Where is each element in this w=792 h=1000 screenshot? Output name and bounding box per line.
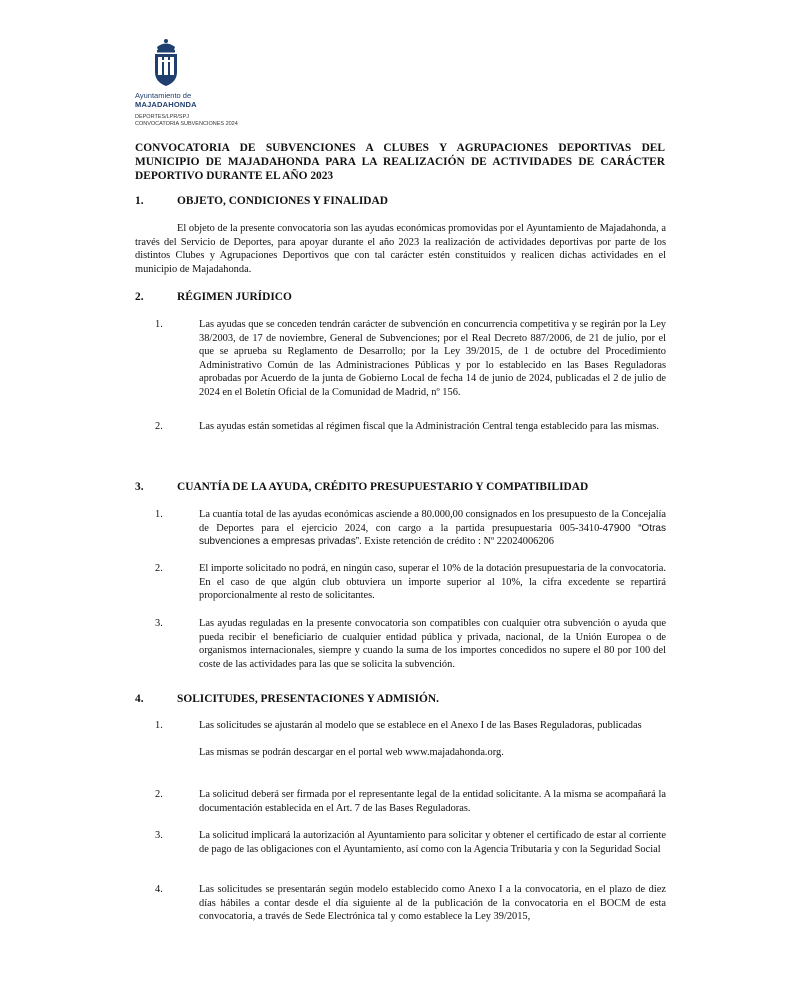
item-text: La solicitud implicará la autorización al Ayuntamiento para solicitar y obtener el certificado de estar al corriente de pago de las obligaciones con el Ayuntamiento, así como con la Agencia Tributaria y con la Seguridad Social (199, 830, 666, 855)
section-title: OBJETO, CONDICIONES Y FINALIDAD (177, 195, 388, 207)
item-number: 2. (155, 563, 163, 574)
item-text-part: La cuantía total de las ayudas económicas asciende a 80.000,00 consignados en los presupuesto de la Concejalía de Deportes para el ejercicio 2024, con cargo a la partida presupuestaria 005-3410- (199, 509, 666, 534)
list-item (155, 420, 666, 434)
section-title: CUANTÍA DE LA AYUDA, CRÉDITO PRESUPUESTARIO Y COMPATIBILIDAD (177, 481, 589, 493)
reference-line-1: DEPORTES/LPR/SPJ (135, 114, 189, 120)
section-number: 3. (135, 481, 144, 493)
item-text-extra: Las mismas se podrán descargar en el portal web www.majadahonda.org. (199, 746, 504, 758)
section-number: 1. (135, 195, 144, 207)
section-1-paragraph: El objeto de la presente convocatoria son las ayudas económicas promovidas por el Ayuntamiento de Majadahonda, a través del Servicio de Deportes, para apoyar durante el año 2023 la realización de actividades deportivas por parte de los distintos Clubes y Agrupaciones Deportivos que con tal carácter estén constituidos y realicen dichas actividades en el municipio de Majadahonda. (135, 223, 666, 275)
section-1-heading (135, 195, 388, 207)
item-number: 3. (155, 830, 163, 841)
logo-line-1: Ayuntamiento de (135, 91, 192, 100)
item-text: Las solicitudes se ajustarán al modelo que se establece en el Anexo I de las Bases Reguladoras, publicadas (199, 720, 642, 731)
list-item (155, 562, 666, 603)
logo-line-2: MAJADAHONDA (135, 99, 197, 109)
item-number: 1. (155, 720, 163, 731)
list-item (155, 719, 666, 759)
item-text-part: . Existe retención de crédito : Nº 22024006206 (359, 536, 554, 547)
coat-of-arms-icon (149, 38, 183, 88)
item-text: Las ayudas reguladas en la presente convocatoria son compatibles con cualquier otra subvención o ayuda que pueda recibir el beneficiario de cualquier entidad pública y privada, nacional, de la Unión Europea o de organismos internacionales, siempre y cuando la suma de los importes concedidos no supere el 80 por 100 del coste de las actividades para las que se solicita la subvención. (199, 618, 666, 670)
list-item (155, 788, 666, 815)
budget-line-name: 47900 “Otras subvenciones a empresas privadas” (199, 522, 666, 547)
section-number: 4. (135, 693, 144, 705)
item-text (199, 508, 666, 549)
item-number: 4. (155, 884, 163, 895)
list-item (155, 829, 666, 856)
item-number: 1. (155, 509, 163, 520)
item-text: El importe solicitado no podrá, en ningún caso, superar el 10% de la dotación presupuestaria de la convocatoria. En el caso de que algún club obtuviera un importe superior al 10%, la cifra excedente se repartirá proporcionalmente al resto de solicitantes. (199, 563, 666, 601)
item-number: 2. (155, 789, 163, 800)
list-item (155, 617, 666, 671)
list-item (155, 883, 666, 924)
section-3-heading (135, 481, 588, 493)
reference-block (135, 114, 238, 127)
list-item (155, 508, 666, 549)
section-title: RÉGIMEN JURÍDICO (177, 291, 292, 303)
reference-line-2: CONVOCATORIA SUBVENCIONES 2024 (135, 120, 238, 127)
item-number: 3. (155, 618, 163, 629)
section-4-heading (135, 693, 439, 705)
municipal-logo (135, 38, 205, 109)
item-number: 1. (155, 319, 163, 330)
section-number: 2. (135, 291, 144, 303)
item-text: La solicitud deberá ser firmada por el representante legal de la entidad solicitante. A la misma se acompañará la documentación establecida en el Art. 7 de las Bases Reguladoras. (199, 789, 666, 814)
document-title: CONVOCATORIA DE SUBVENCIONES A CLUBES Y AGRUPACIONES DEPORTIVAS DEL MUNICIPIO DE MAJADAHONDA PARA LA REALIZACIÓN DE ACTIVIDADES DE CARÁCTER DEPORTIVO DURANTE EL AÑO 2023 (135, 142, 665, 182)
list-item (155, 318, 666, 399)
item-text: Las solicitudes se presentarán según modelo establecido como Anexo I a la convocatoria, en el plazo de diez días hábiles a contar desde el día siguiente al de la publicación de la convocatoria en el BOCM de esta convocatoria, a través de Sede Electrónica tal y como establece la Ley 39/2015, (199, 884, 666, 922)
item-text: Las ayudas que se conceden tendrán carácter de subvención en concurrencia competitiva y se regirán por la Ley 38/2003, de 17 de noviembre, General de Subvenciones; por el Real Decreto 887/2006, de 21 de julio, por el que se aprueba su Reglamento de Desarrollo; por la Ley 39/2015, de 1 de octubre del Procedimiento Administrativo Común de las Administraciones Públicas y por lo establecido en las Bases Reguladoras aprobadas por Acuerdo de la junta de Gobierno Local de fecha 14 de junio de 2024, publicadas el 2 de julio de 2024 en el Boletín Oficial de la Comunidad de Madrid, nº 156. (199, 319, 666, 398)
item-text: Las ayudas están sometidas al régimen fiscal que la Administración Central tenga establecido para las mismas. (199, 421, 659, 432)
section-title: SOLICITUDES, PRESENTACIONES Y ADMISIÓN. (177, 693, 439, 705)
item-number: 2. (155, 421, 163, 432)
section-2-heading (135, 291, 292, 303)
